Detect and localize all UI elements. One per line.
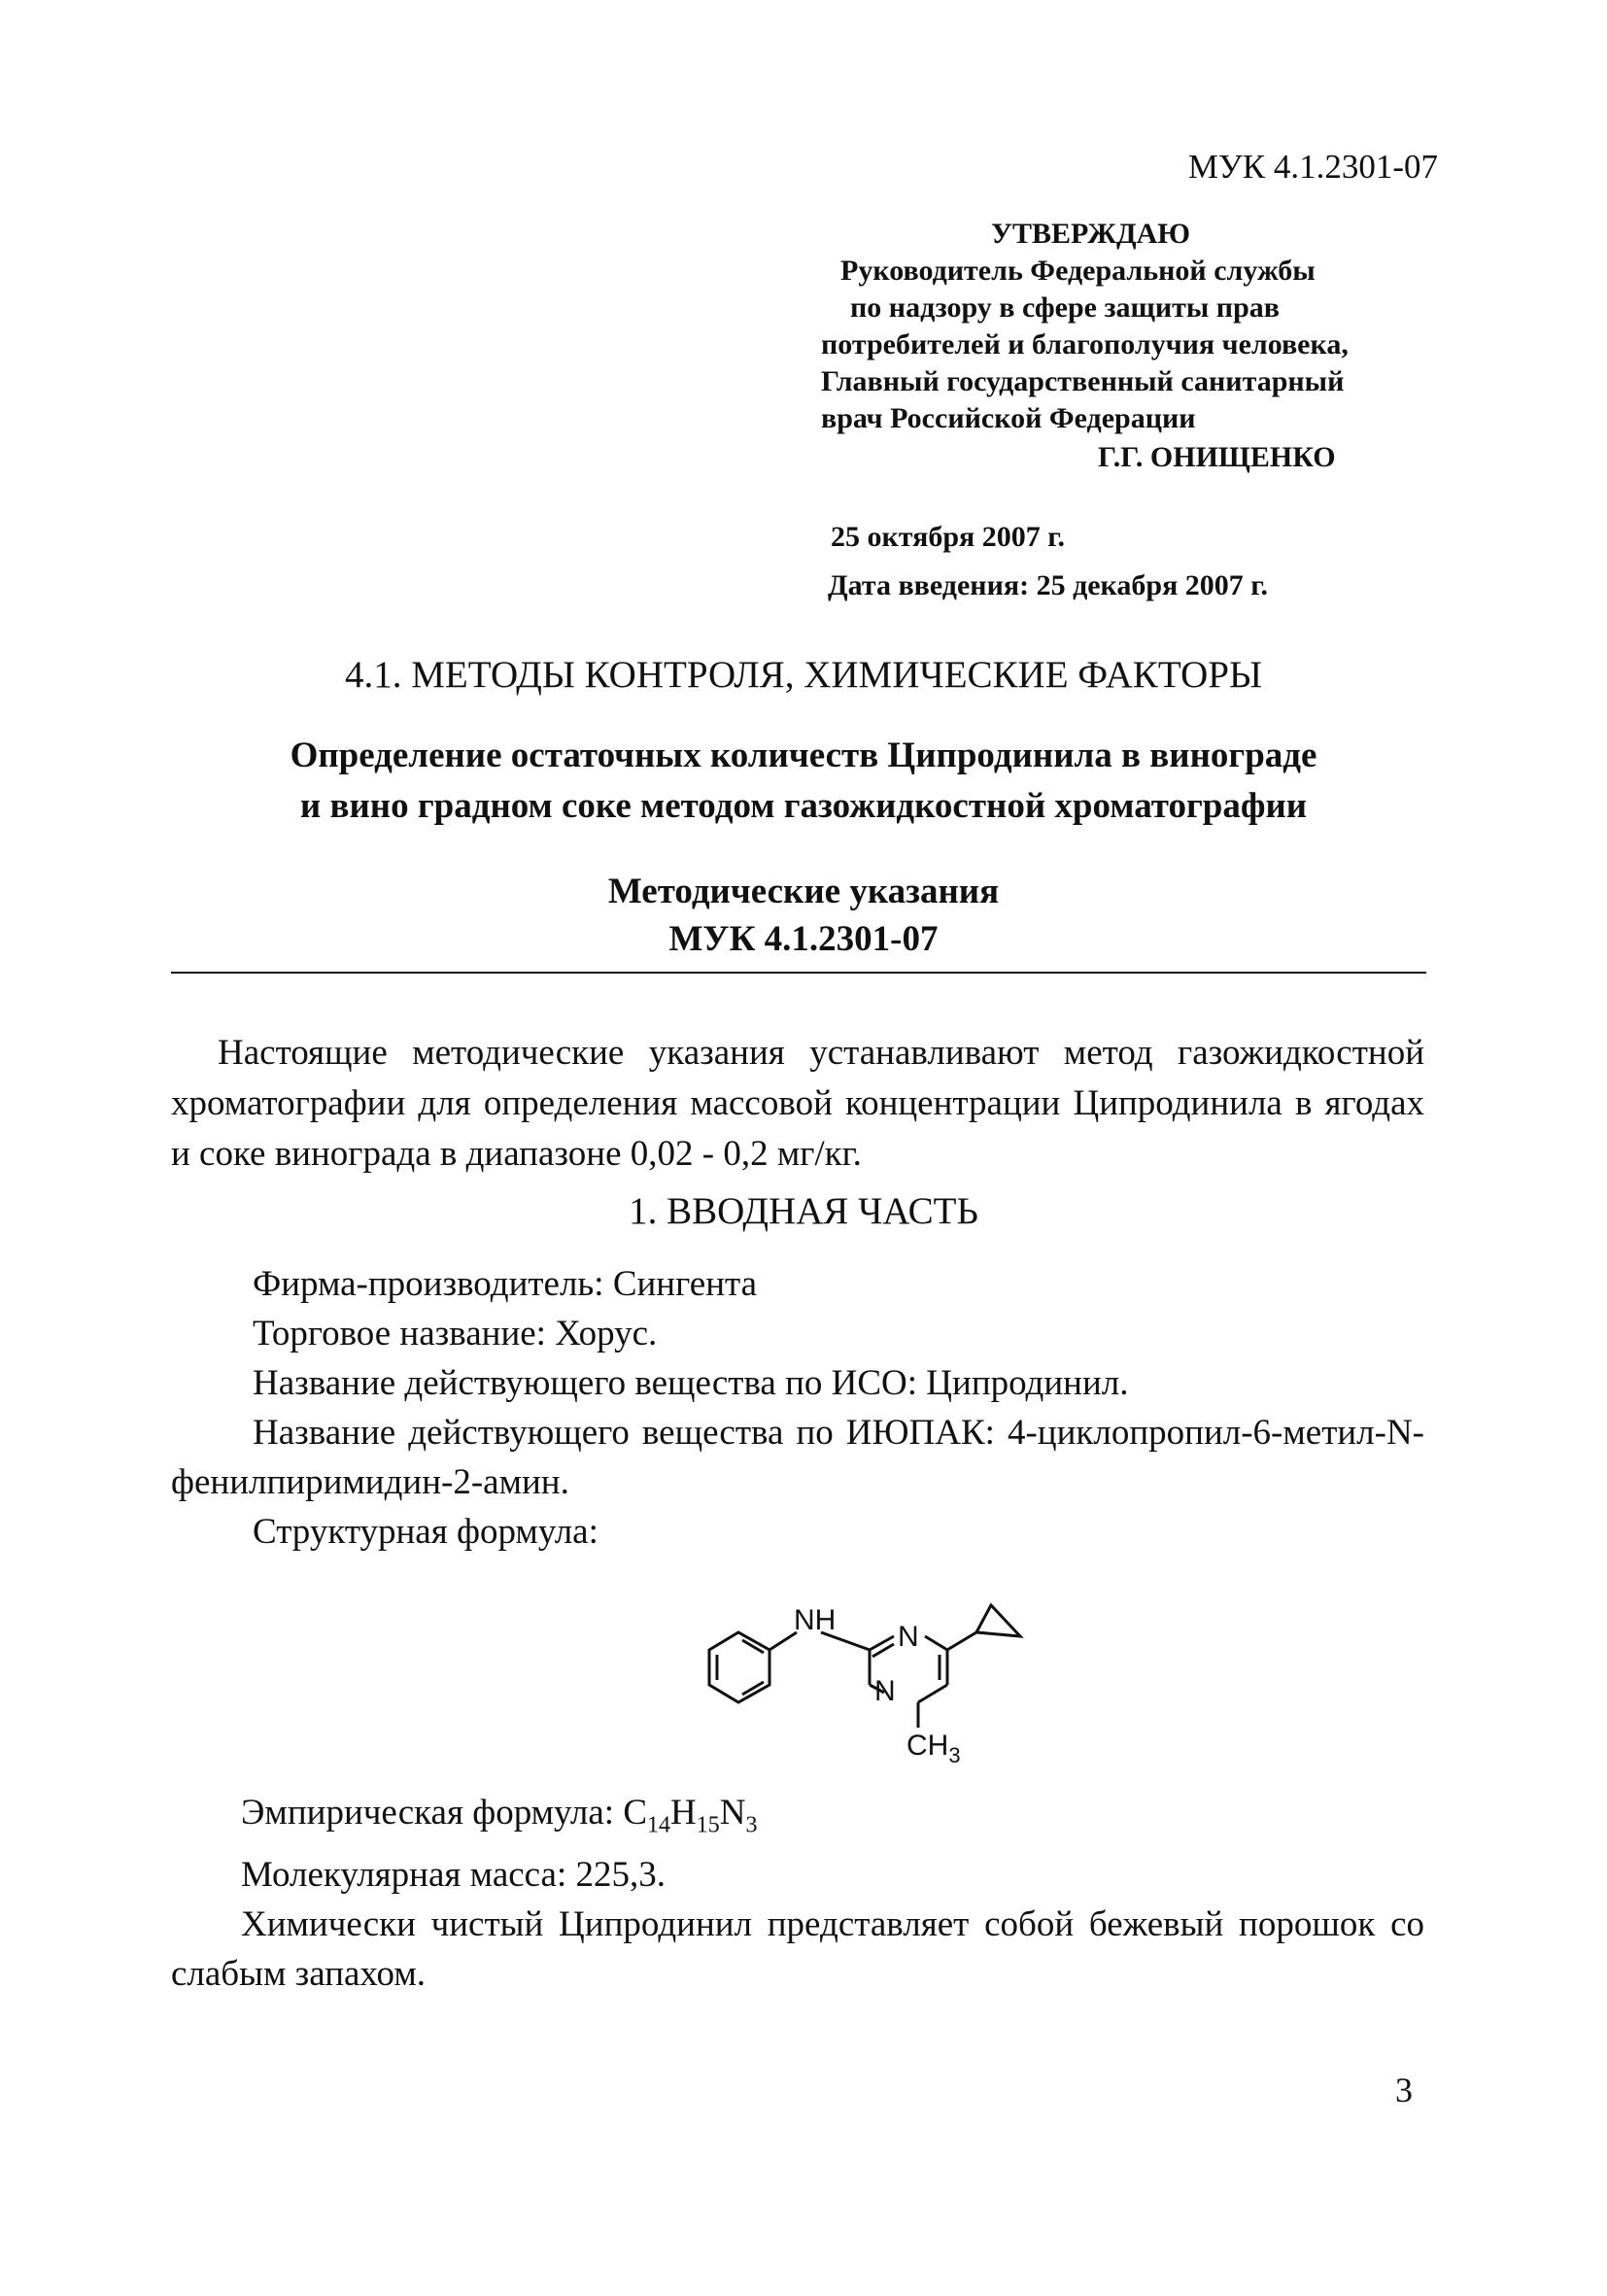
document-title [0,731,1607,832]
part1-facts [171,1259,1424,1557]
structural-formula-diagram [700,1564,1088,1768]
formula-c: C [623,1793,648,1833]
formula-n-count: 3 [745,1812,758,1838]
intro-text: Настоящие методические указания устанавливают метод газожидкостной хроматографии для определения массовой концентрации Ципродинила в ягодах и соке винограда в диапазоне 0,02 - 0,2 мг/кг. [171,1033,1424,1174]
n-bottom-label: N [874,1675,896,1707]
document-type-label: Методические указания [607,872,1000,911]
methyl-ch: CH [906,1730,949,1762]
document-type [0,868,1607,963]
approval-title: УТВЕРЖДАЮ [991,218,1191,250]
manufacturer: Фирма-производитель: Сингента [253,1264,758,1304]
iupac-name: Название действующего вещества по ИЮПАК: 4-циклопропил-6-метил-N-фенилпиримидин-2-амин. [171,1413,1424,1502]
effective-date: Дата введения: 25 декабря 2007 г. [828,569,1269,601]
document-title-line: и вино градном соке методом газожидкостной хроматографии [299,786,1308,826]
empirical-label: Эмпирическая формула: [241,1793,624,1833]
approval-line: по надзору в сфере защиты прав [850,291,1280,324]
molar-mass: Молекулярная масса: 225,3. [241,1855,667,1896]
document-type-code: МУК 4.1.2301-07 [668,919,939,959]
iso-name: Название действующего вещества по ИСО: Ципродинил. [253,1363,1129,1403]
approval-date: 25 октября 2007 г. [831,521,1066,553]
document-code: МУК 4.1.2301-07 [1187,148,1438,186]
page-number: 3 [1395,2071,1413,2109]
formula-h-count: 15 [696,1812,720,1838]
approval-line: врач Российской Федерации [821,402,1196,434]
part1-properties [171,1788,1424,1999]
methyl-sub: 3 [948,1743,961,1767]
empirical-formula [171,1788,1424,1850]
intro-paragraph [171,1028,1424,1180]
cyclopropyl-ring [976,1605,1020,1636]
bonds [769,1632,976,1728]
formula-h: H [670,1793,697,1833]
approval-block [821,216,1423,476]
approval-signatory: Г.Г. ОНИЩЕНКО [1098,441,1336,473]
approval-line: потребителей и благополучия человека, [821,328,1349,360]
trade-name: Торговое название: Хорус. [253,1314,658,1354]
n-top-label: N [898,1621,919,1653]
methyl-label [906,1730,961,1767]
section-title: 4.1. МЕТОДЫ КОНТРОЛЯ, ХИМИЧЕСКИЕ ФАКТОРЫ [345,654,1262,696]
part1-heading: 1. ВВОДНАЯ ЧАСТЬ [629,1190,978,1232]
formula-n: N [719,1793,746,1833]
nh-label: NH [794,1604,837,1636]
formula-c-count: 14 [647,1812,671,1838]
benzene-ring [709,1632,769,1702]
approval-line: Руководитель Федеральной службы [840,255,1316,287]
structural-formula-label: Структурная формула: [253,1512,598,1552]
approval-line: Главный государственный санитарный [821,365,1345,397]
approval-dates [828,513,1269,610]
substance-description: Химически чистый Ципродинил представляет собой бежевый порошок со слабым запахом. [171,1904,1424,1995]
title-divider [171,972,1426,974]
document-title-line: Определение остаточных количеств Ципродинила в винограде [290,736,1317,775]
